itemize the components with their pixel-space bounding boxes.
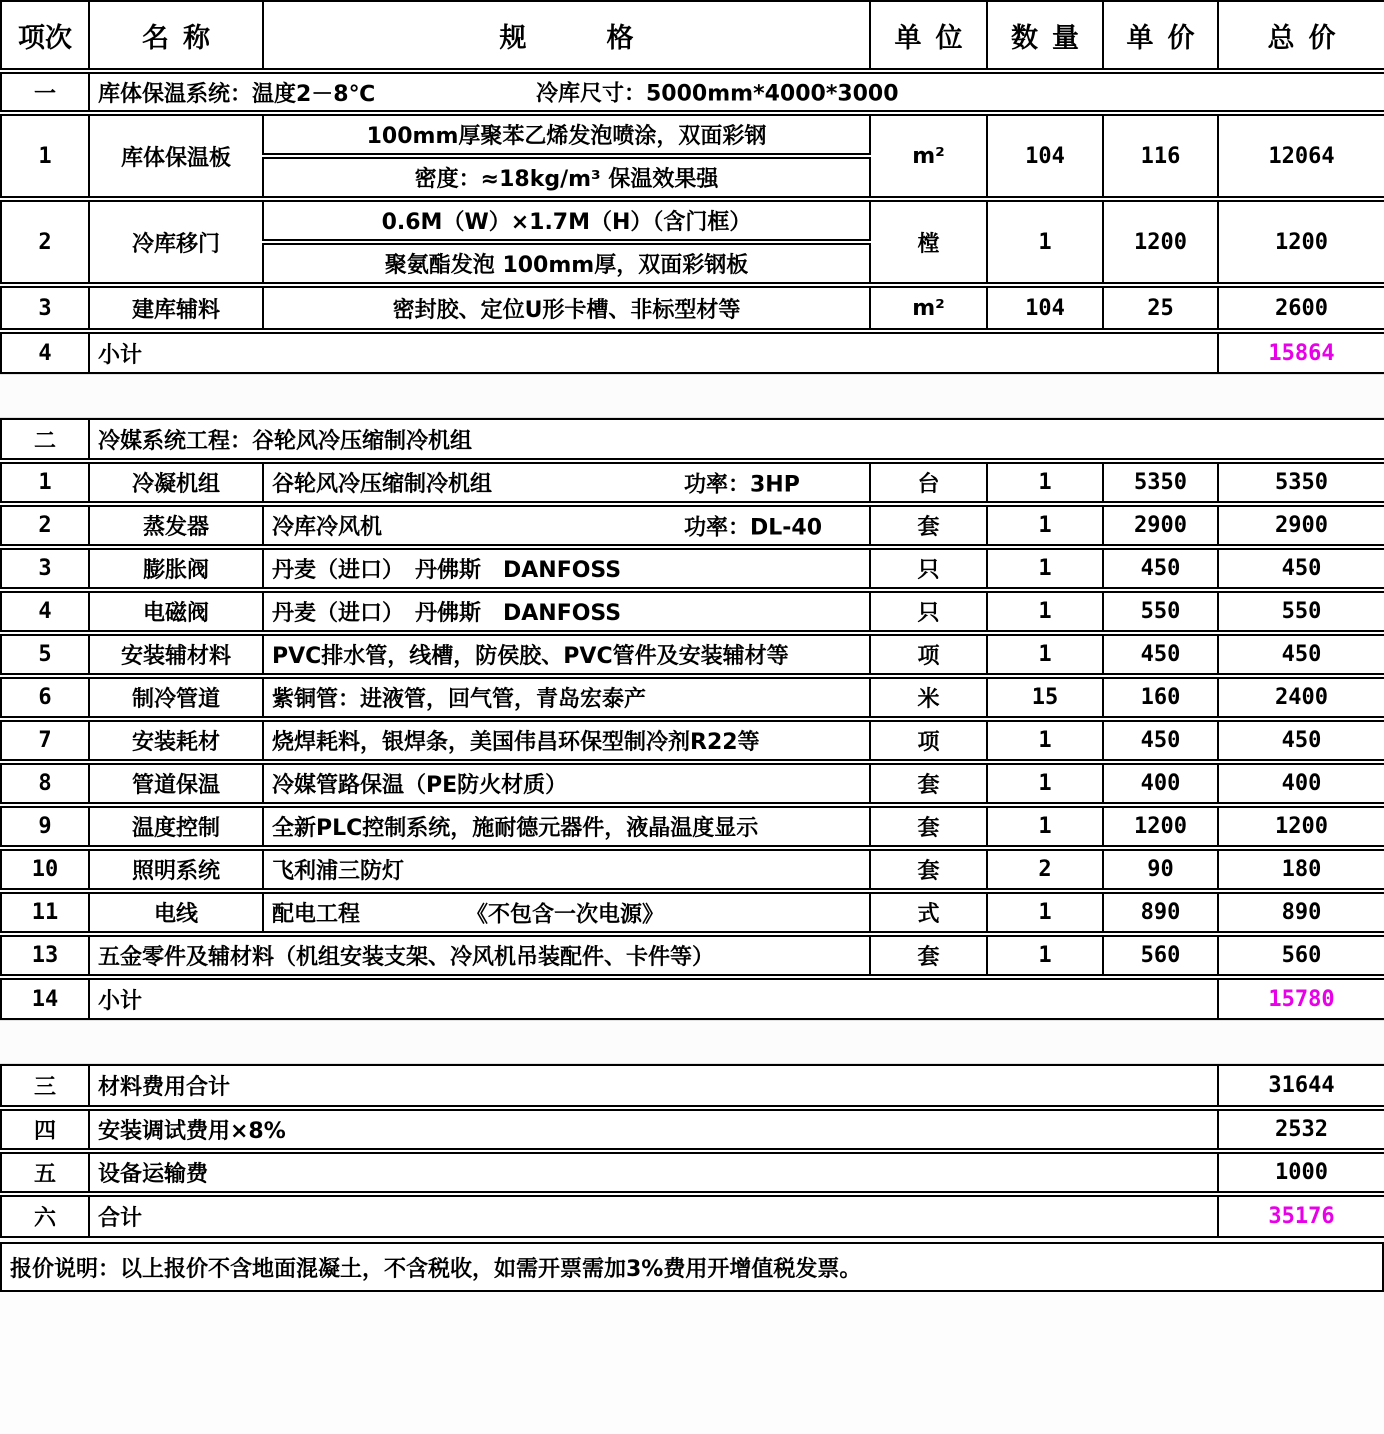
- qty-cell: 1: [987, 719, 1103, 762]
- total-cell: 400: [1218, 762, 1384, 805]
- summary-row: [1, 1151, 1384, 1194]
- total-cell: 1200: [1218, 805, 1384, 848]
- item-spec-cell: [263, 504, 870, 547]
- item-spec-cell: 紫铜管：进液管，回气管，青岛宏泰产: [263, 676, 870, 719]
- item-spec-cell: 丹麦（进口） 丹佛斯 DANFOSS: [263, 590, 870, 633]
- total-cell: 560: [1218, 934, 1384, 977]
- table-row: [1, 504, 1384, 547]
- item-no-cell: 10: [1, 848, 89, 891]
- total-cell: 450: [1218, 547, 1384, 590]
- summary-index: 六: [1, 1194, 89, 1237]
- section1-index: 一: [1, 71, 89, 113]
- col-header-total: 总价: [1218, 1, 1384, 71]
- item-no-cell: 1: [1, 461, 89, 504]
- item-name-cell: 建库辅料: [89, 285, 263, 331]
- unit-price-cell: 5350: [1103, 461, 1218, 504]
- item-name-cell: 照明系统: [89, 848, 263, 891]
- item-no-cell: 6: [1, 676, 89, 719]
- unit-cell: 台: [870, 461, 987, 504]
- item-no-cell: 7: [1, 719, 89, 762]
- section2-title-row: [1, 419, 1384, 461]
- summary-index: 三: [1, 1065, 89, 1108]
- subtotal-row: [1, 331, 1384, 373]
- summary-index: 四: [1, 1108, 89, 1151]
- total-cell: 550: [1218, 590, 1384, 633]
- total-cell: 12064: [1218, 113, 1384, 199]
- total-cell: 2400: [1218, 676, 1384, 719]
- spec-text: 谷轮风冷压缩制冷机组: [272, 472, 493, 497]
- item-spec-cell: 密度：≈18kg/m³ 保温效果强: [263, 156, 870, 199]
- item-name-cell: 冷库移门: [89, 199, 263, 285]
- item-spec-cell: 100mm厚聚苯乙烯发泡喷涂，双面彩钢: [263, 113, 870, 156]
- unit-price-cell: 560: [1103, 934, 1218, 977]
- subtotal-row: [1, 977, 1384, 1019]
- item-no-cell: 8: [1, 762, 89, 805]
- unit-price-cell: 550: [1103, 590, 1218, 633]
- item-no-cell: 4: [1, 590, 89, 633]
- table-row: [1, 805, 1384, 848]
- item-name-cell: 安装辅材料: [89, 633, 263, 676]
- item-name-cell: 库体保温板: [89, 113, 263, 199]
- qty-cell: 1: [987, 590, 1103, 633]
- unit-cell: 套: [870, 504, 987, 547]
- item-spec-cell: PVC排水管，线槽，防侯胶、PVC管件及安装辅材等: [263, 633, 870, 676]
- unit-price-cell: 450: [1103, 547, 1218, 590]
- spec-text: 冷库冷风机: [272, 515, 383, 540]
- item-wide-cell: 五金零件及辅材料（机组安装支架、冷风机吊装配件、卡件等）: [89, 934, 870, 977]
- summary-label: 材料费用合计: [89, 1065, 1218, 1108]
- unit-cell: 米: [870, 676, 987, 719]
- item-spec-cell: 冷媒管路保温（PE防火材质）: [263, 762, 870, 805]
- item-no-cell: 11: [1, 891, 89, 934]
- qty-cell: 1: [987, 762, 1103, 805]
- item-no-cell: 3: [1, 547, 89, 590]
- qty-cell: 1: [987, 891, 1103, 934]
- item-no-cell: 9: [1, 805, 89, 848]
- item-spec-cell: 密封胶、定位U形卡槽、非标型材等: [263, 285, 870, 331]
- section2-title: 冷媒系统工程：谷轮风冷压缩制冷机组: [89, 419, 1384, 461]
- item-spec-cell: [263, 461, 870, 504]
- item-spec-cell: 0.6M（W）×1.7M（H）（含门框）: [263, 199, 870, 242]
- unit-price-cell: 1200: [1103, 199, 1218, 285]
- unit-price-cell: 25: [1103, 285, 1218, 331]
- unit-cell: 项: [870, 719, 987, 762]
- qty-cell: 104: [987, 285, 1103, 331]
- subtotal-label: 小计: [89, 331, 1218, 373]
- total-cell: 2600: [1218, 285, 1384, 331]
- total-cell: 450: [1218, 633, 1384, 676]
- item-no-cell: 1: [1, 113, 89, 199]
- qty-cell: 1: [987, 199, 1103, 285]
- qty-cell: 15: [987, 676, 1103, 719]
- unit-price-cell: 116: [1103, 113, 1218, 199]
- table-row: [1, 285, 1384, 331]
- spacer-row: [0, 374, 1384, 418]
- subtotal-value: 15780: [1218, 977, 1384, 1019]
- item-spec-cell: [263, 891, 870, 934]
- item-name-cell: 蒸发器: [89, 504, 263, 547]
- col-header-unit: 单位: [870, 1, 987, 71]
- unit-cell: 樘: [870, 199, 987, 285]
- item-spec-cell: 聚氨酯发泡 100mm厚，双面彩钢板: [263, 242, 870, 285]
- unit-cell: 只: [870, 547, 987, 590]
- summary-table: [0, 1064, 1384, 1238]
- subtotal-value: 15864: [1218, 331, 1384, 373]
- summary-row: [1, 1194, 1384, 1237]
- qty-cell: 104: [987, 113, 1103, 199]
- col-header-unit-price: 单价: [1103, 1, 1218, 71]
- unit-cell: m²: [870, 285, 987, 331]
- qty-cell: 1: [987, 461, 1103, 504]
- col-header-qty: 数量: [987, 1, 1103, 71]
- unit-price-cell: 400: [1103, 762, 1218, 805]
- table-row: [1, 461, 1384, 504]
- summary-value: 31644: [1218, 1065, 1384, 1108]
- qty-cell: 1: [987, 805, 1103, 848]
- item-name-cell: 制冷管道: [89, 676, 263, 719]
- summary-index: 五: [1, 1151, 89, 1194]
- table-row: [1, 113, 1384, 156]
- section2-index: 二: [1, 419, 89, 461]
- summary-value: 35176: [1218, 1194, 1384, 1237]
- quotation-table-section2: [0, 418, 1384, 1020]
- section1-subtitle: 冷库尺寸：5000mm*4000*3000: [536, 81, 899, 107]
- item-name-cell: 冷凝机组: [89, 461, 263, 504]
- spec-extra: 功率：3HP: [684, 472, 800, 497]
- unit-cell: 式: [870, 891, 987, 934]
- qty-cell: 2: [987, 848, 1103, 891]
- item-name-cell: 温度控制: [89, 805, 263, 848]
- item-name-cell: 管道保温: [89, 762, 263, 805]
- total-cell: 1200: [1218, 199, 1384, 285]
- total-cell: 5350: [1218, 461, 1384, 504]
- unit-cell: 套: [870, 762, 987, 805]
- table-row: [1, 891, 1384, 934]
- table-row: [1, 719, 1384, 762]
- unit-cell: 项: [870, 633, 987, 676]
- unit-price-cell: 1200: [1103, 805, 1218, 848]
- unit-price-cell: 2900: [1103, 504, 1218, 547]
- summary-label: 合计: [89, 1194, 1218, 1237]
- summary-label: 安装调试费用×8%: [89, 1108, 1218, 1151]
- unit-price-cell: 90: [1103, 848, 1218, 891]
- unit-price-cell: 450: [1103, 719, 1218, 762]
- quotation-table-section1: [0, 0, 1384, 374]
- header-row: [1, 1, 1384, 71]
- section1-title: 库体保温系统：温度2－8℃: [98, 81, 376, 107]
- unit-price-cell: 890: [1103, 891, 1218, 934]
- unit-cell: 只: [870, 590, 987, 633]
- item-spec-cell: 飞利浦三防灯: [263, 848, 870, 891]
- item-spec-cell: 丹麦（进口） 丹佛斯 DANFOSS: [263, 547, 870, 590]
- item-name-cell: 电磁阀: [89, 590, 263, 633]
- unit-cell: m²: [870, 113, 987, 199]
- summary-row: [1, 1065, 1384, 1108]
- table-row: [1, 848, 1384, 891]
- summary-label: 设备运输费: [89, 1151, 1218, 1194]
- item-no-cell: 14: [1, 977, 89, 1019]
- summary-value: 1000: [1218, 1151, 1384, 1194]
- item-no-cell: 3: [1, 285, 89, 331]
- unit-cell: 套: [870, 805, 987, 848]
- total-cell: 890: [1218, 891, 1384, 934]
- table-row: [1, 934, 1384, 977]
- item-no-cell: 2: [1, 504, 89, 547]
- item-no-cell: 13: [1, 934, 89, 977]
- table-row: [1, 633, 1384, 676]
- subtotal-label: 小计: [89, 977, 1218, 1019]
- col-header-item-no: 项次: [1, 1, 89, 71]
- spec-text: 配电工程: [272, 902, 361, 927]
- summary-row: [1, 1108, 1384, 1151]
- item-spec-cell: 全新PLC控制系统，施耐德元器件，液晶温度显示: [263, 805, 870, 848]
- item-name-cell: 膨胀阀: [89, 547, 263, 590]
- spec-extra: 《不包含一次电源》: [466, 902, 665, 927]
- unit-cell: 套: [870, 934, 987, 977]
- col-header-name: 名称: [89, 1, 263, 71]
- spacer-row: [0, 1020, 1384, 1064]
- item-name-cell: 电线: [89, 891, 263, 934]
- item-name-cell: 安装耗材: [89, 719, 263, 762]
- unit-price-cell: 160: [1103, 676, 1218, 719]
- table-row: [1, 199, 1384, 242]
- note-text: 报价说明：以上报价不含地面混凝土，不含税收，如需开票需加3%费用开增值税发票。: [10, 1256, 862, 1282]
- qty-cell: 1: [987, 547, 1103, 590]
- unit-price-cell: 450: [1103, 633, 1218, 676]
- total-cell: 180: [1218, 848, 1384, 891]
- table-row: [1, 547, 1384, 590]
- unit-cell: 套: [870, 848, 987, 891]
- qty-cell: 1: [987, 504, 1103, 547]
- item-spec-cell: 烧焊耗料，银焊条，美国伟昌环保型制冷剂R22等: [263, 719, 870, 762]
- table-row: [1, 676, 1384, 719]
- qty-cell: 1: [987, 934, 1103, 977]
- item-no-cell: 4: [1, 331, 89, 373]
- note-row: [0, 1242, 1384, 1292]
- section1-title-row: [1, 71, 1384, 113]
- total-cell: 2900: [1218, 504, 1384, 547]
- qty-cell: 1: [987, 633, 1103, 676]
- table-row: [1, 762, 1384, 805]
- section1-title-cell: [89, 71, 1384, 113]
- col-header-spec: 规格: [263, 1, 870, 71]
- summary-value: 2532: [1218, 1108, 1384, 1151]
- item-no-cell: 2: [1, 199, 89, 285]
- total-cell: 450: [1218, 719, 1384, 762]
- spec-extra: 功率：DL-40: [684, 515, 823, 540]
- table-row: [1, 590, 1384, 633]
- item-no-cell: 5: [1, 633, 89, 676]
